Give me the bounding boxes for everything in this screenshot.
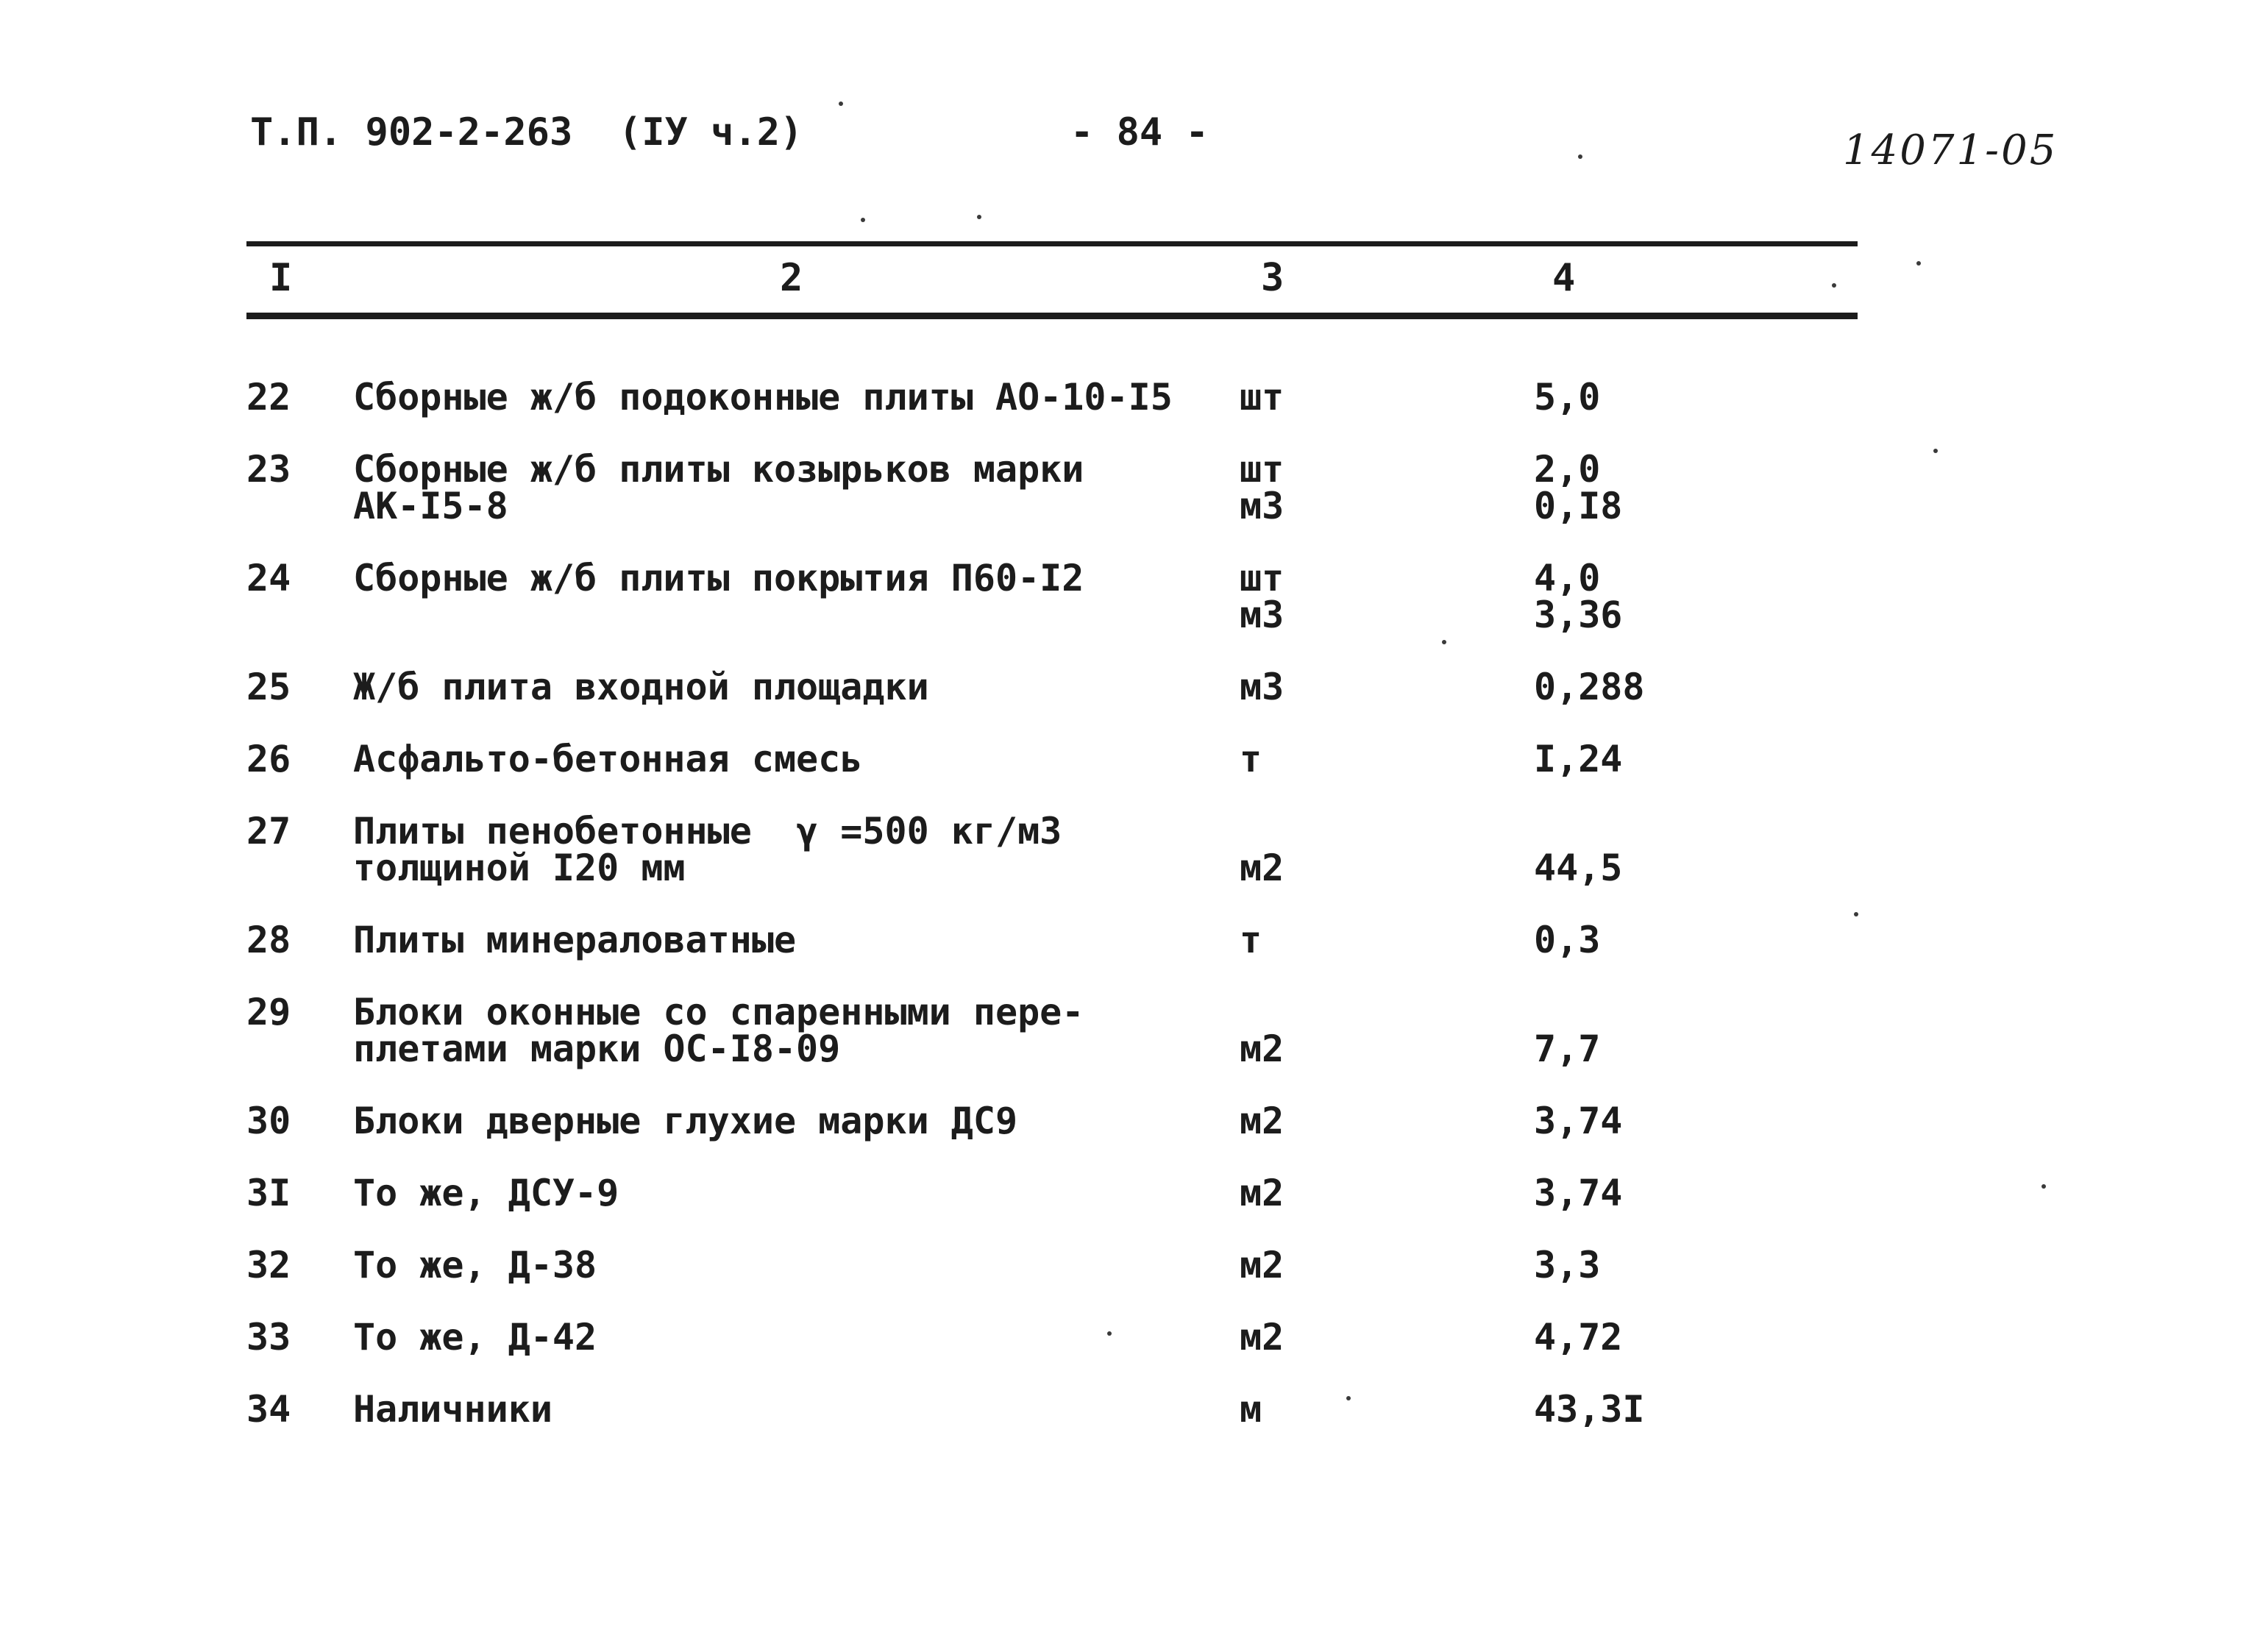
- item-quantity-line: 4,72: [1534, 1316, 1623, 1359]
- item-name: [353, 1100, 1018, 1142]
- item-quantity-line: 7,7: [1534, 1028, 1601, 1070]
- table-row: [0, 448, 2260, 560]
- item-quantity-line: 3,74: [1534, 1172, 1623, 1214]
- item-unit-line: т: [1240, 919, 1262, 961]
- item-unit: [1240, 557, 1284, 636]
- row-number: 30: [246, 1100, 291, 1142]
- row-number: 27: [246, 810, 291, 852]
- item-quantity-line: 5,0: [1534, 376, 1601, 419]
- item-unit-line: м2: [1240, 1100, 1284, 1142]
- item-quantity: [1534, 666, 1645, 708]
- item-name-line: Наличники: [353, 1388, 552, 1431]
- table-row: [0, 738, 2260, 813]
- item-name: [353, 448, 1084, 527]
- item-unit: [1240, 919, 1262, 961]
- item-quantity: [1534, 919, 1601, 961]
- item-name-line: Блоки оконные со спаренными пере-: [353, 991, 1084, 1033]
- table-row: [0, 376, 2260, 451]
- item-quantity: [1534, 1316, 1623, 1359]
- item-name-line: То же, ДСУ-9: [353, 1172, 619, 1214]
- row-number: 23: [246, 448, 291, 491]
- item-quantity-line: 44,5: [1534, 847, 1623, 889]
- item-name: [353, 738, 863, 780]
- table-top-rule: [246, 241, 1858, 246]
- table-row: [0, 919, 2260, 994]
- item-unit: [1240, 1244, 1284, 1286]
- row-number: 32: [246, 1244, 291, 1286]
- item-unit: [1240, 994, 1284, 1070]
- item-quantity: [1534, 994, 1601, 1070]
- item-name-line: Плиты пенобетонные γ =500 кг/м3: [353, 810, 1062, 852]
- item-quantity-line: 3,74: [1534, 1100, 1623, 1142]
- item-quantity-line: 2,0: [1534, 448, 1601, 491]
- item-unit-line: шт: [1240, 376, 1284, 419]
- scan-speck: [1933, 449, 1938, 453]
- item-quantity-line: 0,288: [1534, 666, 1645, 708]
- table-header-rule: [246, 313, 1858, 319]
- archive-number: 14071-05: [1843, 127, 2058, 174]
- scan-speck: [1578, 154, 1582, 159]
- column-header-2: 2: [780, 256, 803, 300]
- item-name-line: Сборные ж/б плиты покрытия П60-I2: [353, 557, 1084, 599]
- scan-speck: [1346, 1396, 1351, 1400]
- item-name-line: АК-I5-8: [353, 485, 508, 527]
- item-unit-line: м2: [1240, 1244, 1284, 1286]
- item-quantity-line: 0,I8: [1534, 485, 1623, 527]
- scan-speck: [2042, 1184, 2046, 1189]
- row-number: 33: [246, 1316, 291, 1359]
- item-unit: [1240, 1172, 1284, 1214]
- item-quantity-line: 3,36: [1534, 594, 1623, 636]
- column-header-4: 4: [1552, 256, 1576, 300]
- scan-speck: [839, 102, 843, 106]
- row-number: 24: [246, 557, 291, 599]
- item-unit: [1240, 738, 1262, 780]
- item-unit: [1240, 666, 1284, 708]
- page-number: - 84 -: [1070, 110, 1209, 154]
- item-name-line: Плиты минераловатные: [353, 919, 797, 961]
- item-unit-line: м2: [1240, 1172, 1284, 1214]
- item-quantity: [1534, 448, 1623, 527]
- item-unit-line: м2: [1240, 1028, 1284, 1070]
- table-row: [0, 1316, 2260, 1391]
- table-row: [0, 1172, 2260, 1247]
- item-unit-line: [1240, 813, 1284, 850]
- item-unit-line: м3: [1240, 485, 1284, 527]
- scan-speck: [1916, 261, 1921, 266]
- item-name-line: Блоки дверные глухие марки ДС9: [353, 1100, 1018, 1142]
- item-quantity: [1534, 1100, 1623, 1142]
- item-unit-line: [1240, 994, 1284, 1030]
- item-quantity: [1534, 1244, 1601, 1286]
- row-number: 29: [246, 991, 291, 1033]
- item-unit: [1240, 448, 1284, 527]
- item-quantity-line: 4,0: [1534, 557, 1601, 599]
- table-row: [0, 991, 2260, 1103]
- item-name: [353, 1172, 619, 1214]
- item-unit: [1240, 1316, 1284, 1359]
- item-name: [353, 376, 1173, 419]
- document-code: Т.П. 902-2-263 (IУ ч.2): [250, 110, 803, 154]
- item-name-line: Ж/б плита входной площадки: [353, 666, 929, 708]
- row-number: 28: [246, 919, 291, 961]
- item-quantity: [1534, 1388, 1645, 1431]
- item-unit-line: шт: [1240, 557, 1284, 599]
- row-number: 22: [246, 376, 291, 419]
- item-quantity: [1534, 557, 1623, 636]
- item-name: [353, 1316, 597, 1359]
- row-number: 25: [246, 666, 291, 708]
- row-number: 3I: [246, 1172, 291, 1214]
- item-name-line: Сборные ж/б плиты козырьков марки: [353, 448, 1084, 491]
- item-name: [353, 557, 1084, 599]
- item-quantity-line: 43,3I: [1534, 1388, 1645, 1431]
- item-quantity: [1534, 738, 1623, 780]
- scan-speck: [1107, 1331, 1112, 1336]
- item-unit: [1240, 1388, 1262, 1431]
- item-name: [353, 1244, 597, 1286]
- item-unit-line: шт: [1240, 448, 1284, 491]
- item-unit: [1240, 813, 1284, 889]
- item-unit-line: м: [1240, 1388, 1262, 1431]
- row-number: 34: [246, 1388, 291, 1431]
- item-name-line: То же, Д-38: [353, 1244, 597, 1286]
- table-row: [0, 1100, 2260, 1175]
- table-row: [0, 1244, 2260, 1319]
- item-unit: [1240, 376, 1284, 419]
- item-name: [353, 991, 1084, 1070]
- table-row: [0, 1388, 2260, 1463]
- scan-speck: [1442, 640, 1446, 644]
- scan-speck: [977, 215, 981, 219]
- item-name: [353, 810, 1062, 889]
- item-unit: [1240, 1100, 1284, 1142]
- item-unit-line: м3: [1240, 666, 1284, 708]
- item-unit-line: м2: [1240, 1316, 1284, 1359]
- item-quantity-line: [1534, 813, 1622, 850]
- item-quantity-line: 3,3: [1534, 1244, 1601, 1286]
- item-unit-line: м2: [1240, 847, 1284, 889]
- item-name-line: плетами марки ОС-I8-09: [353, 1028, 841, 1070]
- item-quantity-line: [1534, 994, 1600, 1030]
- item-name-line: толщиной I20 мм: [353, 847, 686, 889]
- table-body: [0, 376, 2260, 1463]
- item-name: [353, 666, 929, 708]
- table-row: [0, 557, 2260, 669]
- item-unit-line: м3: [1240, 594, 1284, 636]
- item-name-line: То же, Д-42: [353, 1316, 597, 1359]
- item-name: [353, 919, 797, 961]
- row-number: 26: [246, 738, 291, 780]
- item-quantity-line: 0,3: [1534, 919, 1601, 961]
- item-name-line: Асфальто-бетонная смесь: [353, 738, 863, 780]
- item-unit-line: т: [1240, 738, 1262, 780]
- item-quantity: [1534, 376, 1601, 419]
- item-name-line: Сборные ж/б подоконные плиты АО-10-I5: [353, 376, 1173, 419]
- scan-speck: [1854, 912, 1858, 916]
- item-quantity: [1534, 813, 1623, 889]
- item-quantity: [1534, 1172, 1623, 1214]
- item-quantity-line: I,24: [1534, 738, 1623, 780]
- table-row: [0, 810, 2260, 922]
- column-header-1: I: [269, 256, 293, 300]
- scan-speck: [861, 218, 865, 222]
- table-row: [0, 666, 2260, 741]
- item-name: [353, 1388, 552, 1431]
- column-header-3: 3: [1261, 256, 1284, 300]
- scan-speck: [1832, 283, 1836, 288]
